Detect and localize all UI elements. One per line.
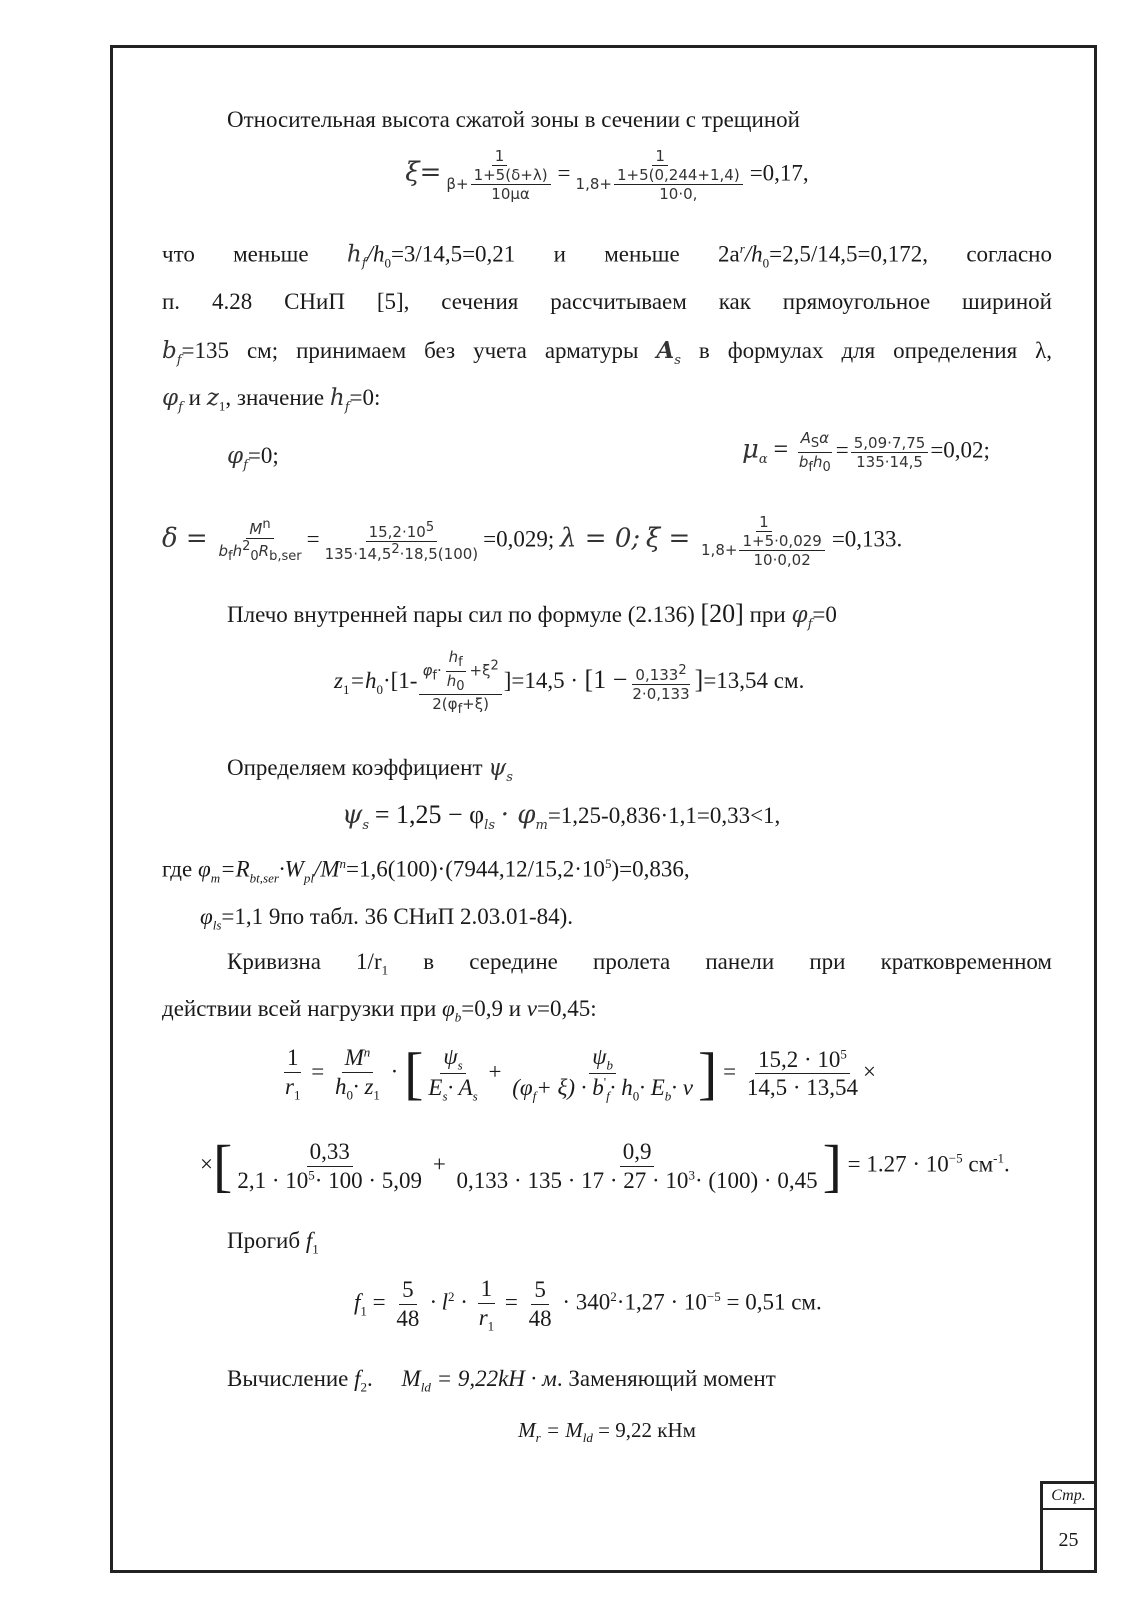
paragraph-curvature: Кривизна $1/r_1$ в середине пролета панели при кратковременном xyxy=(227,949,1052,978)
paragraph-psi-intro: Определяем коэффициент $\psi_s$ xyxy=(227,755,513,785)
paragraph-width: $b_f=135$ см; принимаем без учета арматуры $A_s$ в формулах для определения λ, xyxy=(162,337,1053,368)
formula-f1: $f_1$ = $\frac{5}{48}$ · $l^2$ · $\frac{1}{r_1}$ = $\frac{5}{48}$ · $340^2\cdot 1,27 \cdot 10^{-5} = 0,51$ см. xyxy=(354,1276,822,1334)
formula-curvature: $\frac{1}{r_1}$ = $\frac{M^n}{h_0\cdot z_1}$ · [ $\frac{\psi_s}{E_s\cdot A_s}$ + $\frac{\psi_b}{(\varphi_f+ \xi) \cdot b'_f\cdot h_0\cdot E_b\cdot \nu}$ ] = $\frac{15,2 \cdot 10^5}{14,5 \cdot 13,54}$ × xyxy=(285,1040,876,1106)
formula-z1: $z_1=h_0\cdot[1-$ $\varphi_f\cdot$ $\frac{h_f}{h_0}$ $+\xi^2$ $2(\varphi_f+\xi)$ ]=14,5 · [1 − $\frac{0,133^2}{2\cdot 0,133}$ ]=13,54 см. xyxy=(334,648,805,718)
formula-mr: $M_r = M_{ld} = 9,22$ кНм xyxy=(518,1418,696,1446)
page-stamp xyxy=(1040,1481,1097,1573)
formula-phi-f: $\varphi_f=0$; xyxy=(227,443,279,473)
paragraph-load: действии всей нагрузки при $\varphi_b=0,9$ и ν=0,45: xyxy=(162,996,597,1025)
formula-curvature-cont: ×[ $\frac{0,33}{2,1 \cdot 10^5\cdot 100 \cdot 5,09}$ + $\frac{0,9}{0,133 \cdot 135 \cdot 17 \cdot 27 \cdot 10^3\cdot (100) \cdot 0,45}$ ] = $1.27 \cdot 10^{-5}$ $см^{-1}$. xyxy=(200,1132,1010,1198)
paragraph-compare: что меньше $h_f/h_0=3/14,5=0,21$ и меньше $2a^r/h_0=2,5/14,5=0,172$, согласно xyxy=(162,241,1052,272)
formula-psi: $\psi_s = 1,25 - \varphi_{ls} \cdot \varphi_m=1,25-0,836\cdot 1,1=0,33<1$, xyxy=(342,800,781,833)
paragraph-calc-f2: Вычисление $f_2$. $M_{ld} = 9,22kH \cdot м$. Заменяющий момент xyxy=(227,1366,776,1395)
paragraph-snip: п. 4.28 СНиП [5], сечения рассчитываем как прямоугольное шириной xyxy=(162,289,1052,314)
page-number: 25 xyxy=(1058,1529,1079,1551)
paragraph-pair: Плечо внутренней пары сил по формуле (2.136) [20] при $\varphi_f=0$ xyxy=(227,599,837,632)
formula-mu: $\mu_\alpha$ = $\frac{A_S\alpha}{b_fh_0}$ = $\frac{5,09\cdot 7,75}{135\cdot 14,5}$ =0,02; xyxy=(742,429,990,475)
paragraph-deflection: Прогиб $f_1$ xyxy=(227,1228,319,1257)
paragraph-phi: $\varphi_f$ и $z_1$, значение $h_f=0$: xyxy=(162,385,381,415)
paragraph-xi-intro: Относительная высота сжатой зоны в сечении с трещиной xyxy=(227,107,800,132)
formula-delta: δ = $\frac{M^n}{b_fh^2_0R_{b,ser}}$ = $\frac{15,2\cdot 10^5}{135\cdot 14,5^2\cdot 18,5(100)}$ =0,029; λ = 0; ξ = 1 1,8+ $\frac{1+5\cdot 0,029}{10\cdot 0,02}$ =0,133. xyxy=(162,513,903,569)
paragraph-phi-ls: $\varphi_{ls}=1,1$ 9по табл. 36 СНиП 2.03.01-84). xyxy=(200,904,574,933)
stamp-label: Стр. xyxy=(1043,1484,1094,1510)
paragraph-where: где $\varphi_m=R_{bt,ser}\cdot W_{pl}/M^n=1,6(100)\cdot(7944,12/15,2\cdot 10^5)=0,836$, xyxy=(162,856,690,886)
formula-xi: ξ= 1 β+ $\frac{1+5(\delta+\lambda)}{10\mu\alpha}$ = 1 1,8+ $\frac{1+5(0,244+1,4)}{10\cdot 0,}$ =0,17, xyxy=(405,147,809,203)
